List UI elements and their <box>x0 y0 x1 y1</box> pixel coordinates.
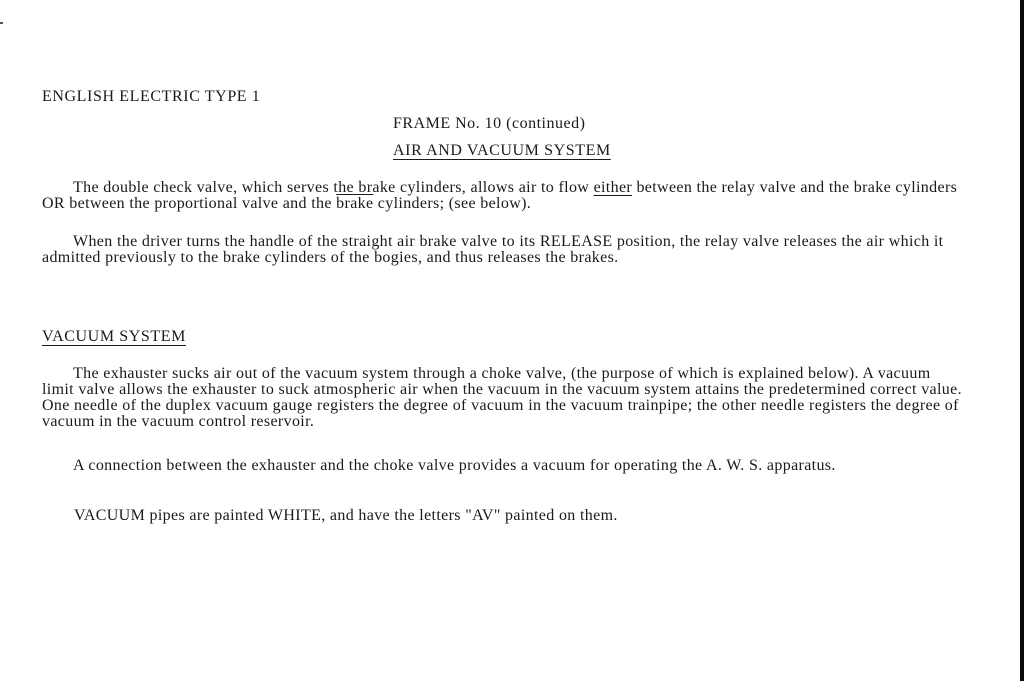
air-paragraph-1 <box>42 180 962 212</box>
air-paragraph-1-emphasis: either <box>593 179 633 196</box>
air-paragraph-2 <box>42 234 962 266</box>
frame-title: FRAME No. 10 (continued) <box>393 115 586 132</box>
air-paragraph-1-text-b: between the relay valve and the brake cylinders OR between the proportional valve and the <box>42 179 958 212</box>
air-paragraph-2-text: When the driver turns the handle of the straight air brake valve to its RELEASE position, the relay valve releases the air which it admitted previously to the brake cylinders of the bogies, and thus releases the brakes. <box>42 233 944 266</box>
vacuum-system-heading: VACUUM SYSTEM <box>42 328 186 345</box>
air-paragraph-1-text-c: cylinders; (see below). <box>373 195 532 212</box>
document-title: ENGLISH ELECTRIC TYPE 1 <box>42 88 261 105</box>
vacuum-paragraph-1-text: The exhauster sucks air out of the vacuum system through a choke valve, (the purpose of which is explained below). A vacuum limit valve allows the exhauster to suck atmospheric air when the vacuum in the vacuum system attains the predetermined correct value. One needle of the duplex vacuum gauge registers the degree of vacuum in the vacuum trainpipe; the other needle registers the degree of vacuum in the vacuum control reservoir. <box>42 365 962 430</box>
air-paragraph-1-text-a: The double check valve, which serves the brake cylinders, allows air to flow <box>73 179 594 196</box>
vacuum-paragraph-3: VACUUM pipes are painted WHITE, and have the letters "AV" painted on them. <box>74 507 618 524</box>
vacuum-paragraph-1 <box>42 366 962 430</box>
scan-edge-border <box>1020 0 1024 681</box>
vacuum-paragraph-2-text: A connection between the exhauster and the choke valve provides a vacuum for operating the A. W. S. apparatus. <box>73 457 836 474</box>
air-paragraph-1-emphasis-2: brake <box>336 195 374 212</box>
section-title: AIR AND VACUUM SYSTEM <box>393 142 611 159</box>
scan-mark <box>0 22 3 24</box>
vacuum-paragraph-2 <box>42 458 962 474</box>
